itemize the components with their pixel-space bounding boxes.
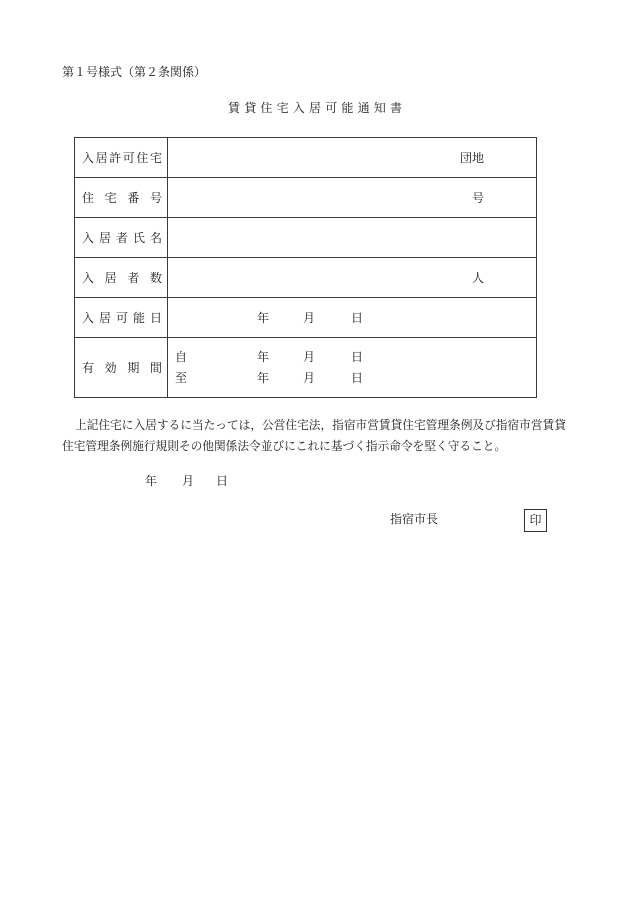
from-year-unit: 年 [257, 350, 270, 364]
resident-name-field [168, 218, 537, 258]
housing-complex-suffix: 団地 [459, 151, 484, 165]
issue-year-unit: 年 [145, 474, 158, 488]
label-cell [75, 178, 168, 218]
to-day-unit: 日 [351, 371, 364, 385]
row-housing-number [75, 178, 537, 218]
label-cell [75, 218, 168, 258]
housing-number-field [168, 178, 537, 218]
label-cell [75, 298, 168, 338]
permitted-housing-label: 入居許可住宅 [82, 150, 162, 165]
validity-period-label: 有効期間 [82, 360, 162, 375]
period-from-prefix: 自 [175, 350, 188, 364]
move-in-date-label: 入居可能日 [82, 310, 162, 325]
row-resident-name [75, 218, 537, 258]
from-month-unit: 月 [303, 350, 316, 364]
row-validity-period [75, 338, 537, 398]
row-permitted-housing [75, 138, 537, 178]
issue-day-unit: 日 [216, 474, 229, 488]
to-month-unit: 月 [303, 371, 316, 385]
period-to-prefix: 至 [175, 371, 188, 385]
from-day-unit: 日 [351, 350, 364, 364]
day-unit: 日 [351, 311, 364, 325]
seal-box: 印 [524, 509, 547, 532]
to-year-unit: 年 [257, 371, 270, 385]
compliance-line: 上記住宅に入居するに当たっては，公営住宅法，指宿市営賃貸住宅管理条例及び指宿市営賃貸 [75, 418, 566, 432]
resident-count-suffix: 人 [471, 271, 484, 285]
move-in-date-field [168, 298, 537, 338]
resident-count-field [168, 258, 537, 298]
month-unit: 月 [303, 311, 316, 325]
label-cell [75, 258, 168, 298]
notice-table [74, 137, 537, 398]
compliance-line: 住宅管理条例施行規則その他関係法令並びにこれに基づく指示命令を堅く守ること。 [62, 439, 507, 453]
form-number: 第１号様式（第２条関係） [62, 65, 207, 79]
validity-period-field [168, 338, 537, 398]
resident-count-label: 入居者数 [82, 270, 162, 285]
row-move-in-date [75, 298, 537, 338]
compliance-paragraph [62, 415, 566, 457]
permitted-housing-field [168, 138, 537, 178]
housing-number-label: 住宅番号 [82, 190, 162, 205]
document-title: 賃貸住宅入居可能通知書 [228, 101, 407, 115]
row-resident-count [75, 258, 537, 298]
resident-name-label: 入居者氏名 [82, 230, 162, 245]
housing-number-suffix: 号 [471, 191, 484, 205]
label-cell [75, 138, 168, 178]
year-unit: 年 [257, 311, 270, 325]
issue-month-unit: 月 [182, 474, 195, 488]
label-cell [75, 338, 168, 398]
issuer-name: 指宿市長 [390, 512, 439, 526]
